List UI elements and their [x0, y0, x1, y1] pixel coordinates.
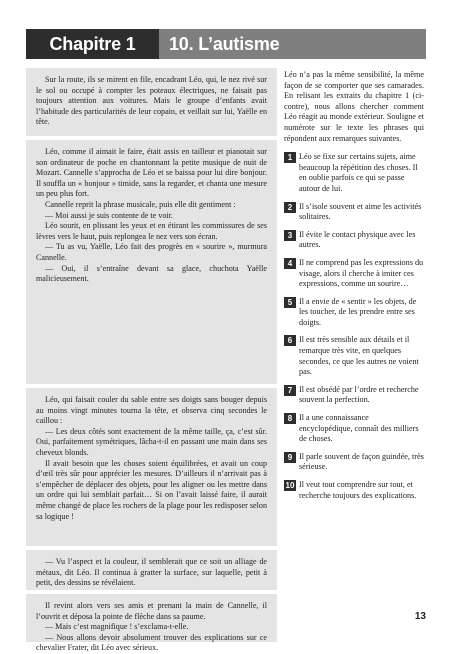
item-text: Il a une connaissance encyclopédique, connaît des milliers de choses. [299, 413, 419, 444]
item-text: Il ne comprend pas les expressions du visage, alors il cherche à imiter ces expressions, comme un sourire… [299, 257, 424, 289]
excerpt-box-2 [26, 140, 277, 384]
excerpt-paragraph: Léo, comme il aimait le faire, était assis en tailleur et pianotait sur son ordinateur de poche en chantonnant la petite musique de nuit de Mozart. Cannelle s’approcha de Léo et se baissa pour lui dire bonjour. Il souffla un « bonjour » timide, sans la regarder, et chanta une mesure un peu plus fort. [36, 147, 267, 199]
item-text: Il évite le contact physique avec les autres. [299, 229, 416, 250]
list-item [284, 413, 424, 445]
list-item [284, 335, 424, 377]
excerpt-paragraph: Cannelle reprit la phrase musicale, puis elle dit gentiment : [45, 199, 236, 209]
list-item [284, 480, 424, 501]
excerpt-paragraph: Il revint alors vers ses amis et prenant la main de Cannelle, il l’ouvrit et déposa la pointe de flèche dans sa paume. [36, 601, 267, 621]
list-item [284, 202, 424, 223]
excerpt-paragraph: — Vu l’aspect et la couleur, il semblerait que ce soit un alliage de métaux, dit Léo. Il continua à gratter la surface, sur laquelle, petit à petit, des dessins se révélaient. [36, 557, 267, 588]
chapter-header [26, 29, 426, 59]
item-number: 5 [284, 297, 296, 308]
list-item [284, 385, 424, 406]
item-text: Il a envie de « sentir » les objets, de les toucher, de les prendre entre ses doigts. [299, 296, 417, 327]
item-number: 3 [284, 230, 296, 241]
excerpt-box-1 [26, 68, 277, 136]
item-text: Léo se fixe sur certains sujets, aime beaucoup la répétition des choses. Il en oublie parfois ce qui se passe autour de lui. [299, 152, 418, 193]
excerpt-paragraph: Léo, qui faisait couler du sable entre ses doigts sans bouger depuis au moins vingt minutes tourna la tête, et observa cinq secondes le caillou : [36, 395, 267, 426]
observation-column [284, 70, 424, 508]
list-item [284, 258, 424, 290]
excerpt-box-3 [26, 388, 277, 546]
item-number: 1 [284, 152, 296, 163]
item-text: Il est obsédé par l’ordre et recherche souvent la perfection. [299, 384, 419, 405]
item-number: 4 [284, 258, 296, 269]
item-number: 9 [284, 452, 296, 463]
item-number: 7 [284, 385, 296, 396]
excerpt-box-5 [26, 594, 277, 653]
item-number: 2 [284, 202, 296, 213]
item-text: Il parle souvent de façon guindée, très sérieuse. [299, 451, 424, 472]
list-item [284, 152, 424, 194]
chapter-label: Chapitre 1 [26, 29, 159, 59]
list-item [284, 452, 424, 473]
item-number: 6 [284, 335, 296, 346]
instructions-text: Léo n’a pas la même sensibilité, la même façon de se comporter que ses camarades. En relisant les extraits du chapitre 1 (ci-contre), nous allons chercher comment Léo réagit au monde extérieur. Souligne et numérote sur le texte les phrases qui répondent aux remarques suivantes. [284, 70, 424, 143]
item-number: 10 [285, 481, 295, 490]
excerpt-paragraph: — Les deux côtés sont exactement de la même taille, ça, c’est sûr. Oui, parfaitement symétriques, lâcha-t-il en passant une main dans ses cheveux blonds. [36, 426, 267, 457]
item-text: Il veut tout comprendre sur tout, et recherche toujours des explications. [299, 480, 417, 500]
excerpt-paragraph: Léo sourit, en plissant les yeux et en étirant les commissures de ses lèvres vers le haut, puis replongea le nez vers son écran. [36, 221, 267, 241]
list-item [284, 297, 424, 329]
item-text: Il s’isole souvent et aime les activités solitaires. [299, 201, 422, 222]
excerpt-paragraph: — Moi aussi je suis contente de te voir. [45, 210, 173, 220]
item-number: 8 [284, 413, 296, 424]
excerpt-paragraph: — Tu as vu, Yaëlle, Léo fait des progrès en « sourire », murmura Cannelle. [36, 242, 267, 262]
excerpt-paragraph: Il avait besoin que les choses soient équilibrées, et avait un coup d’œil très sûr pour apprécier les mesures. D’ailleurs il n’arrivait pas à s’empêcher de déplacer des objets, pour les aligner ou les mettre dans un ordre qui lui semblait parfait… Si on l’avait laissé faire, il aurait même changé de place les rochers de la plage pour les redisposer selon sa logique ! [36, 458, 267, 521]
excerpt-paragraph: — Oui, il s’entraîne devant sa glace, chuchota Yaëlle malicieusement. [36, 263, 267, 284]
excerpt-paragraph: — Mais c’est magnifique ! s’exclama-t-elle. [45, 622, 189, 632]
section-title: 10. L’autisme [159, 29, 426, 59]
excerpt-paragraph: Sur la route, ils se mirent en file, encadrant Léo, qui, le nez rivé sur le sol ou occupé à compter les poteaux électriques, ne faisait pas toujours attention aux voitures. Mais le groupe d’enfants avait l’habitude des particularités de leur copain, et veillait sur lui, Yaëlle en tête. [36, 75, 267, 127]
item-text: Il est très sensible aux détails et il remarque très vite, en quelques secondes, ce que les autres ne voient pas. [299, 335, 419, 377]
page-number: 13 [414, 611, 426, 622]
excerpt-paragraph: — Nous allons devoir absolument trouver des explications sur ce chevalier Frater, dit Léo avec sérieux. [36, 632, 267, 653]
list-item [284, 230, 424, 251]
excerpt-box-4 [26, 550, 277, 590]
